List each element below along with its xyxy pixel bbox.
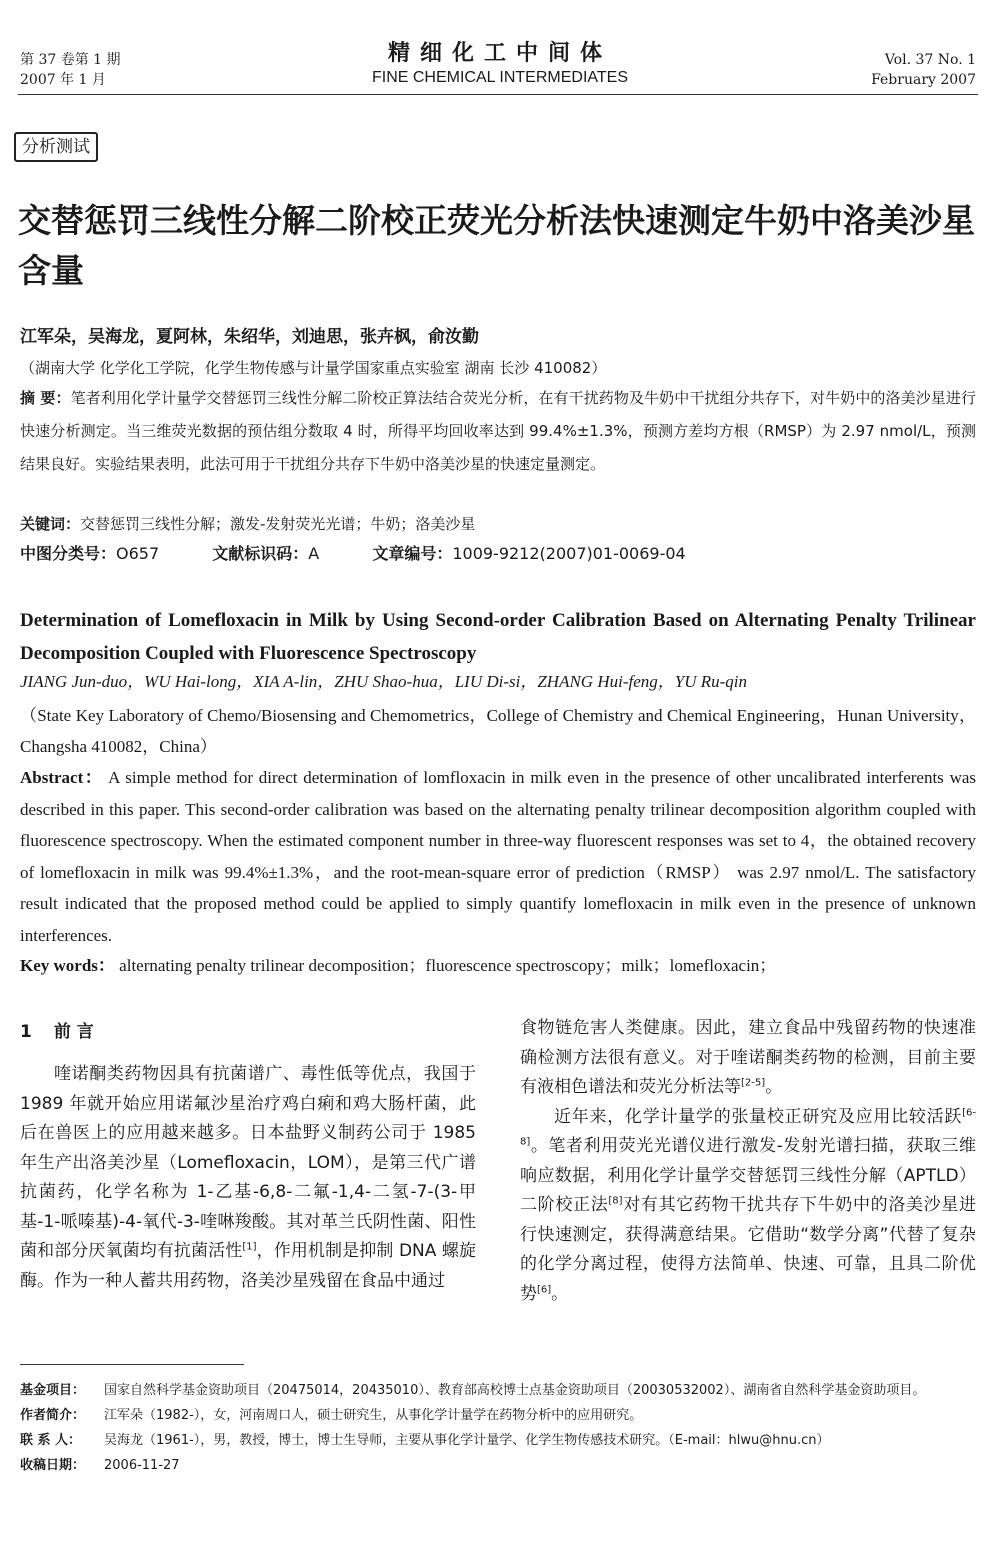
abstract-en-label: Abstract： <box>20 768 104 787</box>
paper-title-cn: 交替惩罚三线性分解二阶校正荧光分析法快速测定牛奶中洛美沙星含量 <box>18 201 975 290</box>
header-right <box>871 50 976 90</box>
contact-label: 联 系 人： <box>20 1433 82 1448</box>
section-tag: 分析测试 <box>14 132 98 162</box>
paper-title-en: Determination of Lomefloxacin in Milk by Using Second-order Calibration Based on Alternating Penalty Trilinear Decomposition Coupled with Fluorescence Spectroscopy <box>20 610 976 664</box>
keywords-cn <box>20 512 976 536</box>
intro-paragraph-1: 喹诺酮类药物因具有抗菌谱广、毒性低等优点，我国于 1989 年就开始应用诺氟沙星治疗鸡白痢和鸡大肠杆菌，此后在兽医上的应用越来越多。日本盐野义制药公司于 1985 年生产出洛美沙星（Lomefloxacin，LOM），是第三代广谱抗菌药，化学名称为 1-乙基-6,8-二氟-1,4-二氢-7-(3-甲基-1-哌嗪基)-4-氧代-3-喹啉羧酸。其对革兰氏阴性菌、阳性菌和部分厌氧菌均有抗菌活性[1]，作用机制是抑制 DNA 螺旋酶。作为一种人蓄共用药物，洛美沙星残留在食品中通过 <box>20 1064 476 1291</box>
author-bio-label: 作者简介： <box>20 1408 86 1423</box>
received-label: 收稿日期： <box>20 1458 86 1473</box>
received-date: 2006-11-27 <box>104 1458 180 1473</box>
section-title: 前 言 <box>53 1022 94 1042</box>
date-cn: 2007 年 1 月 <box>20 72 106 88</box>
keywords-en <box>20 954 976 978</box>
article-number-value: 1009-9212(2007)01-0069-04 <box>452 544 686 563</box>
body-column-left <box>20 1020 476 1296</box>
footnote-fund <box>20 1378 976 1403</box>
body-column-right <box>520 1014 976 1309</box>
section-heading <box>20 1020 476 1044</box>
abstract-cn-label: 摘 要： <box>20 389 71 407</box>
keywords-en-text: alternating penalty trilinear decomposition；fluorescence spectroscopy；milk；lomefloxacin； <box>119 956 777 975</box>
citation-ref: [6] <box>537 1283 552 1295</box>
article-number-label: 文章编号： <box>372 544 453 563</box>
footnote-rule <box>20 1364 244 1365</box>
doc-code-value: A <box>308 544 320 563</box>
affiliation-en: （State Key Laboratory of Chemo/Biosensing and Chemometrics，College of Chemistry and Chemical Engineering，Hunan University，Changsha 410082，China） <box>20 706 976 756</box>
classification-line <box>20 542 976 566</box>
citation-ref: [6-8] <box>520 1106 976 1148</box>
abstract-cn <box>20 382 976 481</box>
contact-text: 吴海龙（1961-），男，教授，博士，博士生导师，主要从事化学计量学、化学生物传感技术研究。（E-mail：hlwu@hnu.cn） <box>104 1433 830 1448</box>
keywords-en-label: Key words： <box>20 956 115 975</box>
abstract-cn-text: 笔者利用化学计量学交替惩罚三线性分解二阶校正算法结合荧光分析，在有干扰药物及牛奶中干扰组分共存下，对牛奶中的洛美沙星进行快速分析测定。当三维荧光数据的预估组分数取 4 时，所得平均回收率达到 99.4%±1.3%，预测方差均方根（RMSP）为 2.97 nmol/L，预测结果良好。实验结果表明，此法可用于干扰组分共存下牛奶中洛美沙星的快速定量测定。 <box>20 389 976 473</box>
intro-paragraph-2: 近年来，化学计量学的张量校正研究及应用比较活跃[6-8]。笔者利用荧光光谱仪进行激发-发射光谱扫描，获取三维响应数据，利用化学计量学交替惩罚三线性分解（APTLD）二阶校正法[8]对有其它药物干扰共存下牛奶中的洛美沙星进行快速测定，获得满意结果。它借助“数学分离”代替了复杂的化学分离过程，使得方法简单、快速、可靠，且具二阶优势[6]。 <box>520 1106 977 1304</box>
doc-code-label: 文献标识码： <box>212 544 309 563</box>
header-rule <box>18 94 978 95</box>
authors-en: JIANG Jun-duo，WU Hai-long，XIA A-lin，ZHU Shao-hua，LIU Di-si，ZHANG Hui-feng，YU Ru-qin <box>20 672 748 691</box>
intro-paragraph-1-cont: 食物链危害人类健康。因此，建立食品中残留药物的快速准确检测方法很有意义。对于喹诺酮类药物的检测，目前主要有液相色谱法和荧光分析法等[2-5]。 <box>520 1018 976 1097</box>
abstract-en-text: A simple method for direct determination of lomfloxacin in milk even in the presence of other uncalibrated interferents was described in this paper. This second-order calibration was based on the alternating penalty trilinear decomposition algorithm coupled with fluorescence spectroscopy. When the estimated component number in three-way fluorescent responses was set to 4，the obtained recovery of lomefloxacin in milk was 99.4%±1.3%，and the root-mean-square error of prediction（RMSP） was 2.97 nmol/L. The satisfactory result indicated that the proposed method could be applied to simply quantify lomefloxacin in milk even in the presence of unknown interferences. <box>20 768 977 945</box>
keywords-cn-label: 关键词： <box>20 515 81 533</box>
footnotes <box>20 1378 976 1478</box>
journal-name-cn: 精细化工中间体 <box>387 41 612 66</box>
citation-ref: [1] <box>242 1241 257 1253</box>
journal-name-en: FINE CHEMICAL INTERMEDIATES <box>371 69 629 86</box>
clc-label: 中图分类号： <box>20 544 117 563</box>
volume-issue-cn: 第 37 卷第 1 期 <box>20 52 121 68</box>
footnote-received <box>20 1453 976 1478</box>
abstract-en <box>20 762 976 951</box>
volume-issue-en: Vol. 37 No. 1 <box>884 52 976 68</box>
footnote-contact <box>20 1428 976 1453</box>
affiliation-cn: （湖南大学 化学化工学院，化学生物传感与计量学国家重点实验室 湖南 长沙 410082） <box>20 359 607 377</box>
keywords-cn-text: 交替惩罚三线性分解；激发-发射荧光光谱；牛奶；洛美沙星 <box>80 515 476 533</box>
journal-masthead <box>300 40 700 88</box>
section-number: 1 <box>20 1022 32 1042</box>
author-bio-text: 江军朵（1982-），女，河南周口人，硕士研究生，从事化学计量学在药物分析中的应用研究。 <box>104 1408 643 1423</box>
citation-ref: [2-5] <box>741 1077 766 1089</box>
header-left <box>20 50 121 90</box>
clc-value: O657 <box>116 544 160 563</box>
fund-text: 国家自然科学基金资助项目（20475014，20435010）、教育部高校博士点基金资助项目（20030532002）、湖南省自然科学基金资助项目。 <box>104 1383 926 1398</box>
footnote-author <box>20 1403 976 1428</box>
fund-label: 基金项目： <box>20 1383 86 1398</box>
date-en: February 2007 <box>871 72 976 88</box>
authors-cn: 江军朵，吴海龙，夏阿林，朱绍华，刘迪思，张卉枫，俞汝勤 <box>20 327 479 347</box>
citation-ref: [8] <box>608 1195 623 1207</box>
